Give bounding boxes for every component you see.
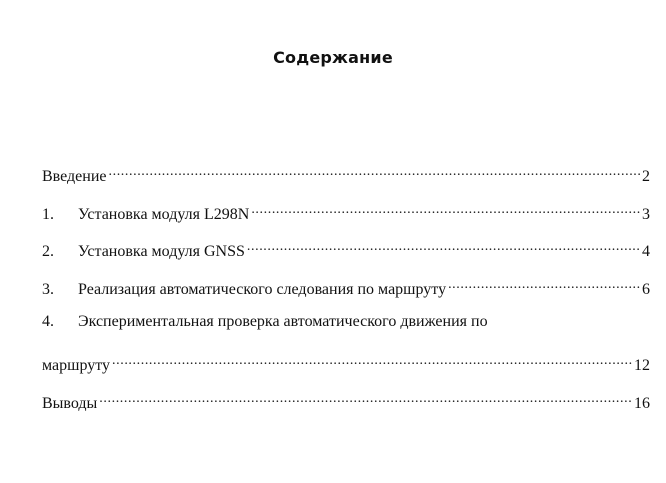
toc-entry-1[interactable]	[42, 199, 650, 225]
toc-entry-label: Выводы	[42, 395, 98, 412]
toc-entry-number: 1.	[42, 206, 54, 223]
toc-entry-4-continuation[interactable]	[42, 350, 650, 376]
toc-entry-label: маршруту	[42, 357, 111, 374]
dot-leader	[448, 274, 640, 294]
dot-leader	[251, 199, 640, 219]
toc-entry-label: Установка модуля GNSS	[78, 243, 245, 260]
dot-leader	[109, 161, 641, 181]
dot-leader	[99, 388, 632, 408]
toc-entry-label: Реализация автоматического следования по маршруту	[78, 281, 447, 298]
toc-entry-page: 2	[642, 168, 650, 185]
toc-entry-number: 4.	[42, 313, 54, 330]
toc-entry-label: Экспериментальная проверка автоматического движения по	[78, 313, 488, 330]
toc-entry-4[interactable]	[42, 312, 650, 332]
toc-entry-3[interactable]	[42, 274, 650, 300]
toc-entry-page: 12	[634, 357, 650, 374]
toc-entry-number: 2.	[42, 243, 54, 260]
toc-entry-page: 3	[642, 206, 650, 223]
toc-entry-number: 3.	[42, 281, 54, 298]
document-title: Содержание	[273, 48, 393, 67]
toc-entry-page: 16	[634, 395, 650, 412]
dot-leader	[247, 236, 640, 256]
toc-entry-conclusions[interactable]	[42, 388, 650, 414]
toc-entry-page: 4	[642, 243, 650, 260]
dot-leader	[112, 350, 632, 370]
toc-entry-label: Установка модуля L298N	[78, 206, 250, 223]
toc-entry-2[interactable]	[42, 236, 650, 262]
toc-entry-page: 6	[642, 281, 650, 298]
toc-entry-introduction[interactable]	[42, 161, 650, 187]
toc-entry-label: Введение	[42, 168, 107, 185]
